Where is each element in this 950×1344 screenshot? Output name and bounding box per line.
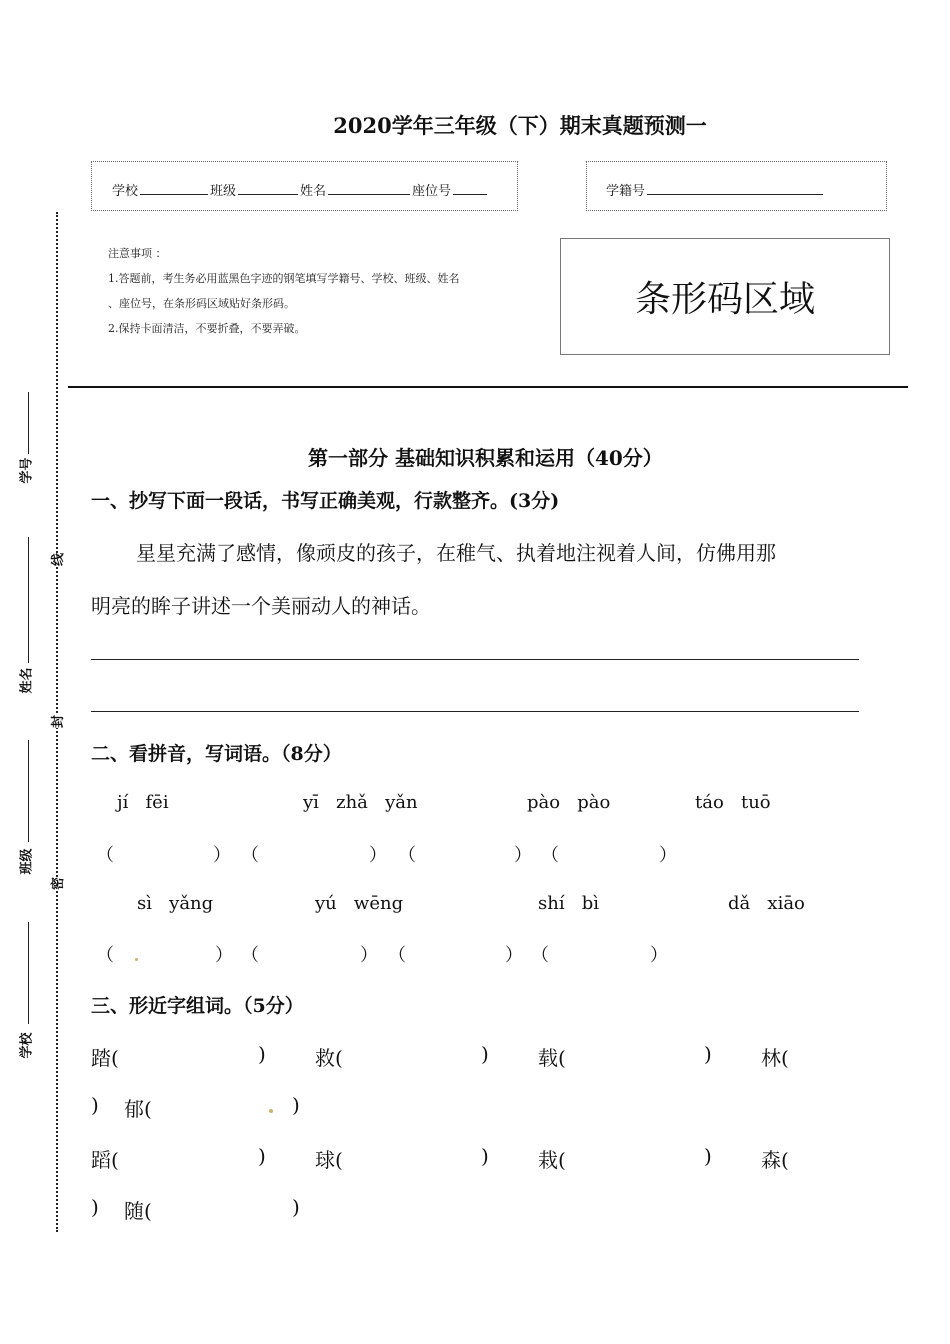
answer-paren-close: ）: [659, 845, 677, 866]
scan-speck: [135, 958, 138, 961]
pinyin-prompt: yī zhǎ yǎn: [303, 792, 418, 813]
answer-paren-close: ）: [215, 945, 233, 966]
scan-speck: [269, 1109, 273, 1113]
answer-paren-close: ): [481, 1144, 489, 1168]
char-prompt: 随(: [124, 1199, 152, 1223]
writing-line[interactable]: [91, 711, 859, 712]
answer-paren-close: ): [481, 1042, 489, 1066]
notice-heading: 注意事项 ：: [108, 247, 167, 260]
notice-block: [108, 241, 460, 341]
side-blank-line: [28, 740, 29, 842]
side-mark-line: 线: [47, 553, 66, 566]
class-blank[interactable]: [238, 182, 298, 195]
char-prompt: 球(: [315, 1148, 343, 1172]
answer-paren-close: ）: [505, 945, 523, 966]
name-label: 姓名: [300, 184, 327, 199]
school-label: 学校: [112, 184, 139, 199]
answer-paren-open: （: [241, 945, 259, 966]
answer-paren-open: （: [541, 845, 559, 866]
seat-label: 座位号: [412, 184, 452, 199]
side-label-name: 姓名: [19, 667, 35, 694]
page-title: 2020学年三年级（下）期末真题预测一: [333, 113, 707, 138]
pinyin-prompt: jí fēi: [117, 792, 169, 813]
answer-paren-close: ): [704, 1042, 712, 1066]
name-blank[interactable]: [328, 182, 410, 195]
barcode-area: 条形码区域: [560, 238, 890, 355]
answer-paren-close: ): [704, 1144, 712, 1168]
answer-paren-close: ）: [360, 945, 378, 966]
header-divider: [68, 386, 908, 388]
answer-paren-close: ）: [213, 845, 231, 866]
side-label-student-no: 学号: [19, 457, 35, 484]
writing-line[interactable]: [91, 659, 859, 660]
pinyin-prompt: táo tuō: [695, 792, 771, 813]
question-2-heading: 二、看拼音，写词语。（8分）: [91, 743, 342, 765]
notice-line: 1.答题前，考生务必用蓝黑色字迹的钢笔填写学籍号、学校、班级、姓名: [108, 272, 460, 285]
char-prompt: 林(: [761, 1046, 789, 1070]
answer-paren-close: ): [258, 1144, 266, 1168]
char-prompt: 救(: [315, 1046, 343, 1070]
side-mark-seal: 封: [47, 715, 66, 728]
char-prompt: 森(: [761, 1148, 789, 1172]
char-prompt: 载(: [538, 1046, 566, 1070]
pinyin-prompt: shí bì: [538, 893, 600, 914]
school-blank[interactable]: [140, 182, 208, 195]
answer-paren-open: （: [241, 845, 259, 866]
seat-blank[interactable]: [453, 182, 487, 195]
char-prompt: 踏(: [91, 1046, 119, 1070]
side-label-school: 学校: [19, 1032, 35, 1059]
notice-line: 、座位号，在条形码区域贴好条形码。: [108, 297, 295, 310]
side-mark-secret: 密: [47, 877, 66, 890]
char-prompt: 郁(: [124, 1097, 152, 1121]
side-blank-line: [28, 392, 29, 454]
answer-paren-close: ): [91, 1195, 99, 1219]
answer-paren-open: （: [531, 945, 549, 966]
student-info-fields: [112, 180, 489, 199]
side-label-class: 班级: [19, 848, 35, 875]
pinyin-prompt: dǎ xiāo: [728, 893, 805, 914]
student-id-field: [606, 180, 825, 199]
pinyin-prompt: pào pào: [527, 792, 611, 813]
notice-line: 2.保持卡面清洁，不要折叠，不要弄破。: [108, 322, 306, 335]
class-label: 班级: [210, 184, 237, 199]
answer-paren-close: ）: [369, 845, 387, 866]
student-id-blank[interactable]: [647, 182, 823, 195]
answer-paren-close: ): [292, 1093, 300, 1117]
answer-paren-open: （: [96, 945, 114, 966]
copy-passage-line: 星星充满了感情，像顽皮的孩子，在稚气、执着地注视着人间，仿佛用那: [136, 541, 776, 565]
side-blank-line: [28, 922, 29, 1024]
answer-paren-close: ）: [650, 945, 668, 966]
answer-paren-close: ）: [514, 845, 532, 866]
pinyin-prompt: sì yǎng: [137, 893, 214, 914]
answer-paren-close: ): [91, 1093, 99, 1117]
question-1-heading: 一、抄写下面一段话，书写正确美观，行款整齐。(3分): [91, 490, 560, 512]
part-heading: 第一部分 基础知识积累和运用（40分）: [308, 446, 663, 470]
answer-paren-open: （: [398, 845, 416, 866]
side-blank-line: [28, 537, 29, 663]
answer-paren-close: ): [292, 1195, 300, 1219]
char-prompt: 栽(: [538, 1148, 566, 1172]
copy-passage-line: 明亮的眸子讲述一个美丽动人的神话。: [91, 594, 431, 618]
answer-paren-close: ): [258, 1042, 266, 1066]
char-prompt: 蹈(: [91, 1148, 119, 1172]
answer-paren-open: （: [96, 845, 114, 866]
pinyin-prompt: yú wēng: [315, 893, 404, 914]
student-id-label: 学籍号: [606, 184, 646, 199]
question-3-heading: 三、形近字组词。（5分）: [91, 995, 304, 1017]
answer-paren-open: （: [388, 945, 406, 966]
